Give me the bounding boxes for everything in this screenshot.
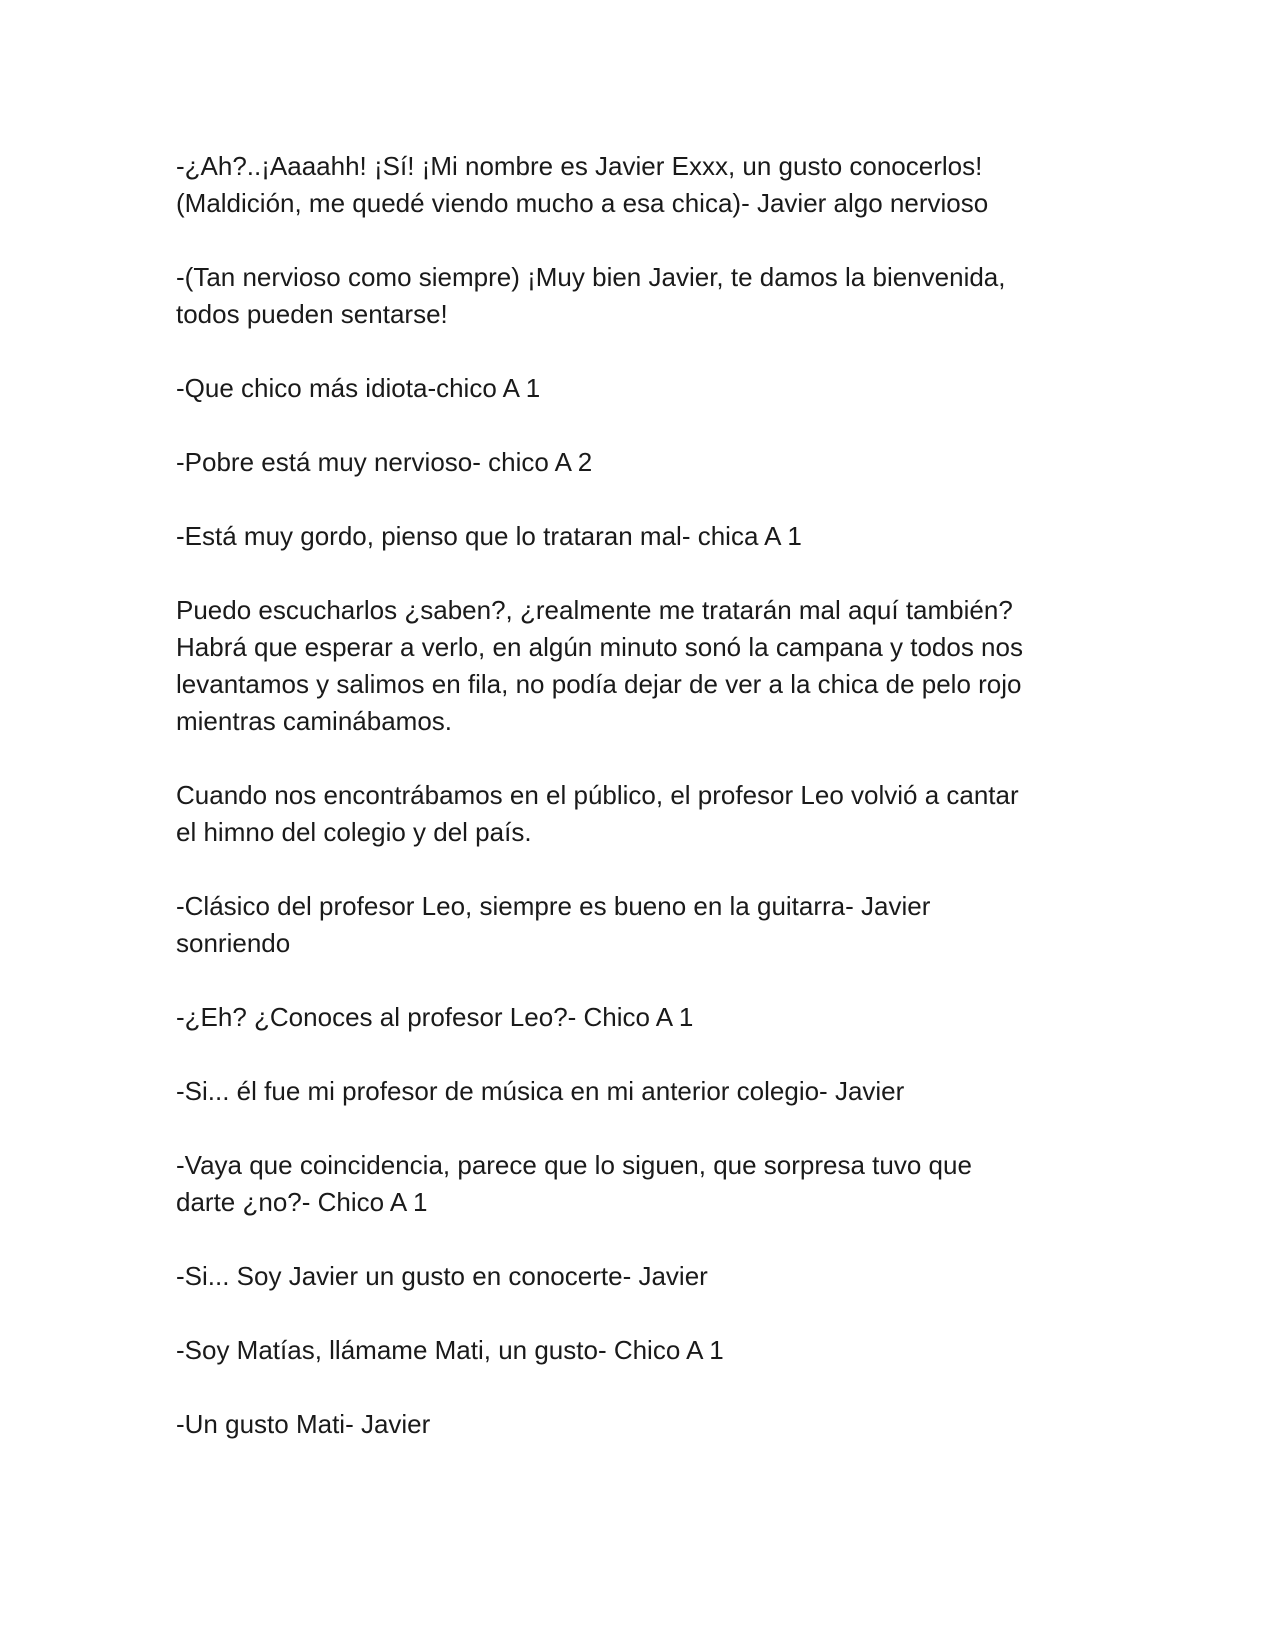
paragraph-8: -Clásico del profesor Leo, siempre es bueno en la guitarra- Javier sonriendo	[176, 891, 931, 958]
paragraph-14: -Un gusto Mati- Javier	[176, 1409, 431, 1439]
paragraph-4: -Pobre está muy nervioso- chico A 2	[176, 447, 593, 477]
paragraph-1: -¿Ah?..¡Aaaahh! ¡Sí! ¡Mi nombre es Javier Exxx, un gusto conocerlos! (Maldición, me quedé viendo mucho a esa chica)- Javier algo nervioso	[176, 151, 989, 218]
paragraph-2: -(Tan nervioso como siempre) ¡Muy bien Javier, te damos la bienvenida, todos pueden sentarse!	[176, 262, 1006, 329]
paragraph-7: Cuando nos encontrábamos en el público, el profesor Leo volvió a cantar el himno del colegio y del país.	[176, 780, 1019, 847]
paragraph-5: -Está muy gordo, pienso que lo trataran mal- chica A 1	[176, 521, 802, 551]
paragraph-12: -Si... Soy Javier un gusto en conocerte- Javier	[176, 1261, 708, 1291]
paragraph-3: -Que chico más idiota-chico A 1	[176, 373, 541, 403]
paragraph-11: -Vaya que coincidencia, parece que lo siguen, que sorpresa tuvo que darte ¿no?- Chico A 1	[176, 1150, 972, 1217]
paragraph-10: -Si... él fue mi profesor de música en mi anterior colegio- Javier	[176, 1076, 905, 1106]
paragraph-9: -¿Eh? ¿Conoces al profesor Leo?- Chico A 1	[176, 1002, 694, 1032]
document-body	[176, 148, 1096, 1443]
paragraph-13: -Soy Matías, llámame Mati, un gusto- Chico A 1	[176, 1335, 724, 1365]
paragraph-6: Puedo escucharlos ¿saben?, ¿realmente me tratarán mal aquí también? Habrá que esperar a verlo, en algún minuto sonó la campana y todos nos levantamos y salimos en fila, no podía dejar de ver a la chica de pelo rojo mientras caminábamos.	[176, 595, 1023, 736]
